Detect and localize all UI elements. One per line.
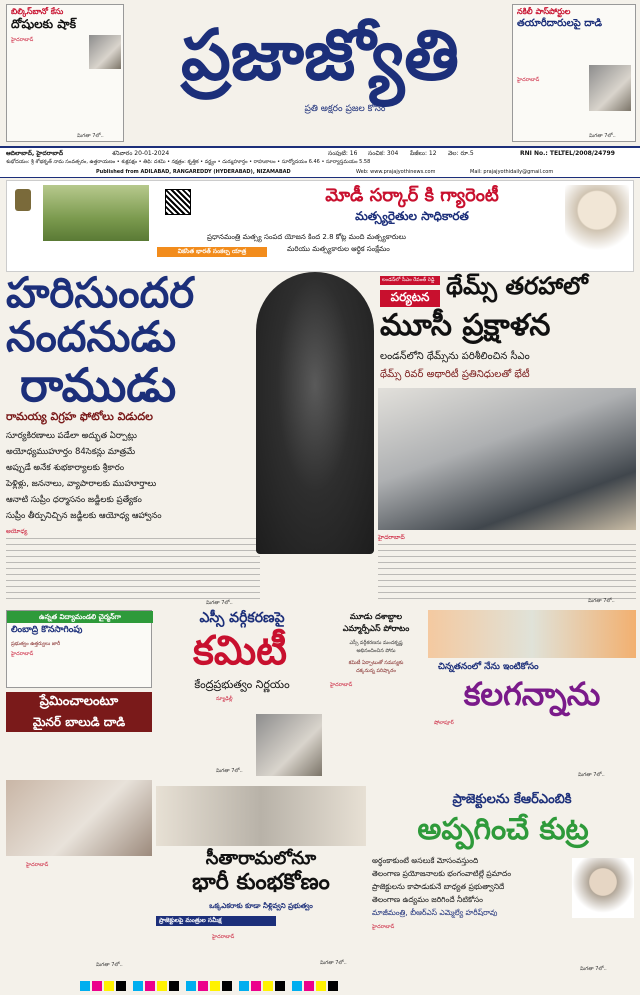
premi-more: మిగతా 7లో.. xyxy=(96,962,123,968)
lead-point: ఆనాటి సుప్రీం ధర్మాసనం జడ్జీలకు ప్రత్యేకం xyxy=(6,495,142,505)
lead-point: అయోధ్యముహూర్తం 84సెకన్లు మాత్రమే xyxy=(6,447,136,457)
passport-photo xyxy=(589,65,631,111)
info-date: శనివారం 20-01-2024 xyxy=(112,150,170,157)
ad-line2: మరియు మత్స్యకారుల ఆర్థిక సంక్షేమం xyxy=(287,245,390,253)
kutra-more: మిగతా 7లో.. xyxy=(580,966,607,972)
sitarama-title-1: సీతారామలోనూ xyxy=(205,848,317,869)
premi-box[interactable] xyxy=(6,692,152,972)
sitarama-sub: ఒక్కఎకరాకు కూడా నీళ్లివ్వని ప్రభుత్వం xyxy=(209,902,313,910)
kutra-dateline: హైదరాబాద్ xyxy=(372,924,395,930)
kutra-portrait xyxy=(572,858,634,918)
sitarama-dateline: హైదరాబాద్ xyxy=(212,934,235,940)
thames-dateline: హైదరాబాద్ xyxy=(378,534,405,541)
lead-points xyxy=(6,428,258,524)
thames-body xyxy=(378,534,636,606)
masthead-title: ప్రజాజ్యోతి xyxy=(181,13,459,96)
thames-sub-2: థేమ్స్ రివర్ అథారిటీ ప్రతినిధులతో భేటీ xyxy=(380,369,530,380)
kutra-points xyxy=(372,854,562,919)
ssc-title: లింబాద్రి కొనసాగింపు xyxy=(11,625,83,635)
ssc-kicker: ఉన్నత విద్యామండలి చైర్మన్‌గా xyxy=(7,611,153,623)
ad-portrait xyxy=(565,185,629,269)
chinnam-title: కలగన్నాను xyxy=(463,675,601,713)
info-rni: RNI No.: TELTEL/2008/24799 xyxy=(520,150,615,157)
qr-code-icon xyxy=(165,189,191,215)
ad-line1: ప్రధానమంత్రి మత్స్య సంపద యోజన కింద 2.8 కోట్ల మంది మత్స్యకారులు xyxy=(207,233,406,241)
left-teaser[interactable] xyxy=(6,4,124,142)
right-teaser[interactable] xyxy=(512,4,636,142)
lead-dateline: అయోధ్య xyxy=(6,528,28,535)
premi-title-2: మైనర్ బాలుడి దాడి xyxy=(6,712,152,732)
premi-title-1: ప్రేమించాలంటూ xyxy=(6,692,152,712)
committee-dateline: న్యూఢిల్లీ xyxy=(216,696,233,702)
premi-dateline: హైదరాబాద్ xyxy=(26,862,49,868)
chinnam-more: మిగతా 7లో.. xyxy=(578,772,605,778)
ad-photo-fishers xyxy=(43,185,149,241)
committee-sub: కేంద్రప్రభుత్వం నిర్ణయం xyxy=(194,678,290,691)
chinnam-photo xyxy=(428,610,636,658)
chinnam-dateline: షోలాపూర్ xyxy=(434,720,454,726)
ssc-dateline: హైదరాబాద్ xyxy=(11,651,34,657)
lead-point: అప్పుడే అనేక శుభకార్యాలకు శ్రీకారం xyxy=(6,463,125,473)
lead-point: సూర్యకిరణాలు పడేలా అద్భుత ఏర్పాట్లు xyxy=(6,431,137,441)
premi-photo xyxy=(6,780,152,856)
committee-photo xyxy=(256,714,322,776)
lead-point: సుప్రీం తీర్పునిచ్చిన జడ్జీలకు ఆయోధ్య ఆహ్వానం xyxy=(6,511,162,521)
chinnam-kicker: చిన్నతనంలో నేను ఇంటికోసం xyxy=(438,662,539,672)
ad-banner[interactable] xyxy=(6,180,634,272)
left-teaser-kicker: బిల్కిస్‌బానో కేసు xyxy=(11,7,64,16)
info-bar xyxy=(0,146,640,178)
lead-point: పెళ్లిళ్లు, జననాలు, వ్యాపారాలకు ముహూర్తాలు xyxy=(6,479,157,489)
ram-idol-photo[interactable] xyxy=(256,272,374,554)
thames-headline-1: థేమ్స్ తరహాలో xyxy=(446,272,588,300)
committee-kicker: ఎస్సీ వర్గీకరణపై xyxy=(199,610,285,626)
thames-more: మిగతా 7లో.. xyxy=(588,598,615,604)
lead-body xyxy=(6,528,260,608)
mrps-sub-1: ఎస్సీ వర్గీకరణను మందకృష్ణ xyxy=(349,640,403,646)
lead-more: మిగతా 7లో.. xyxy=(206,600,233,606)
thames-kicker: పర్యటన xyxy=(380,290,440,307)
info-almanac: శుభోదయం: శ్రీ శోభకృత్ నామ సంవత్సరం, ఉత్తరాయణం • శుక్లపక్షం • తిథి: దశమి • నక్షత్రం: కృత్తిక • వర్జ్యం • దుర్ముహూర్తం • రాహుకాలం • సూర్యోదయం 6.46 • సూర్యాస్తమయం 5.58 xyxy=(6,159,371,165)
right-teaser-dateline: హైదరాబాద్ xyxy=(517,77,540,83)
ad-banner-strip: వికసిత భారత్ సంకల్ప యాత్ర xyxy=(157,247,267,257)
mrps-title-2: ఎమ్మార్పీఎస్ పోరాటం xyxy=(342,624,410,633)
registration-color-strip xyxy=(80,976,560,986)
sitarama-photo[interactable] xyxy=(156,786,366,846)
sitarama-title-2: భారీ కుంభకోణం xyxy=(192,870,330,895)
kutra-kicker: ప్రాజెక్టులను కేఆర్ఎంబికి xyxy=(452,792,572,807)
kutra-point: అర్థంకాకుంటే అసలుకే మోసంవస్తుంది xyxy=(372,856,479,865)
info-pages: పేజీలు: 12 xyxy=(410,150,437,157)
left-teaser-more: మిగతా 7లో.. xyxy=(77,133,104,139)
committee-more: మిగతా 7లో.. xyxy=(216,768,243,774)
thames-photo[interactable] xyxy=(378,388,636,530)
ad-subhead: మత్స్యరైతుల సాధికారత xyxy=(355,209,469,223)
thames-headline-2: మూసీ ప్రక్షాళన xyxy=(380,308,551,343)
right-teaser-kicker: నకిలీ పాస్‌పోర్టుల xyxy=(517,7,571,16)
masthead-tagline: ప్రతి అక్షరం ప్రజల కోసం xyxy=(304,104,386,114)
kutra-point: మాజీమంత్రి, బీఆర్ఎస్ ఎమ్మెల్యే హరీష్‌రావు xyxy=(372,908,498,917)
court-photo xyxy=(89,35,121,69)
thames-sub-1: లండన్‌లోని థేమ్స్‌ను పరిశీలించిన సీఎం xyxy=(380,351,530,362)
info-city: ఆదిలాబాద్, హైదరాబాద్ xyxy=(6,150,64,157)
lead-headline-1: హరిసుందర xyxy=(6,268,195,317)
mrps-sub-2: అభినందించిన పోను xyxy=(356,648,396,654)
sitarama-more: మిగతా 7లో.. xyxy=(320,960,347,966)
ssc-note: ప్రభుత్వం ఉత్తర్వులు జారీ xyxy=(11,641,61,647)
thames-tag: లండన్‌లో సీఎం రేవంత్ రెడ్డి xyxy=(380,276,440,285)
committee-box[interactable] xyxy=(156,610,324,780)
info-mail: Mail: prajajyothidaily@gmail.com xyxy=(470,169,554,175)
mrps-title-1: మూడు దశాబ్దాల xyxy=(349,612,403,621)
info-issue: సంచిక: 304 xyxy=(368,150,399,157)
kutra-title: అప్పగించే కుట్ర xyxy=(417,812,589,847)
committee-title: కమిటీ xyxy=(192,628,288,674)
mrps-dateline: హైదరాబాద్ xyxy=(330,682,353,688)
lead-headline-3: రాముడు xyxy=(20,358,177,412)
kutra-point: తెలంగాణ ఉద్యమం జరిగిందే నీటికోసం xyxy=(372,895,483,904)
ad-headline: మోడీ సర్కార్ కి గ్యారెంటీ xyxy=(325,185,499,206)
ssc-box[interactable] xyxy=(6,610,152,688)
mrps-sub-4: దక్కనున్న పరిష్కారం xyxy=(356,668,396,674)
chinnam-box[interactable] xyxy=(428,610,636,788)
info-web: Web: www.prajajyothinews.com xyxy=(356,169,436,175)
kutra-point: తెలంగాణ ప్రయోజనాలకు భంగంవాటిల్లే ప్రమాదం xyxy=(372,869,512,878)
left-teaser-dateline: హైదరాబాద్ xyxy=(11,37,34,43)
sitarama-note: ప్రాజెక్టులపై మంత్రుల సమీక్ష xyxy=(156,916,276,926)
right-teaser-more: మిగతా 7లో.. xyxy=(589,133,616,139)
kutra-point: ప్రాజెక్టులను కాపాడుకునే బాధ్యత ప్రభుత్వానిదే xyxy=(372,882,505,891)
right-teaser-title: తయారీదారులపై దాడి xyxy=(517,18,603,29)
emblem-icon xyxy=(15,189,31,211)
mrps-sub-3: కమిటీ ఏర్పాటుతో సమస్యకు xyxy=(348,660,404,666)
mrps-box[interactable] xyxy=(326,610,426,780)
lead-subhead: రామయ్య విగ్రహ ఫోటోలు విడుదల xyxy=(6,410,153,423)
lead-headline-2: నందనుడు xyxy=(6,312,177,361)
info-price: వెల: రూ.5 xyxy=(448,150,474,157)
info-published: Published from ADILABAD, RANGAREDDY (HYDERABAD), NIZAMABAD xyxy=(96,169,291,175)
info-volume: సంపుటి: 16 xyxy=(328,150,358,157)
left-teaser-title: దోషులకు షాక్ xyxy=(11,17,76,31)
